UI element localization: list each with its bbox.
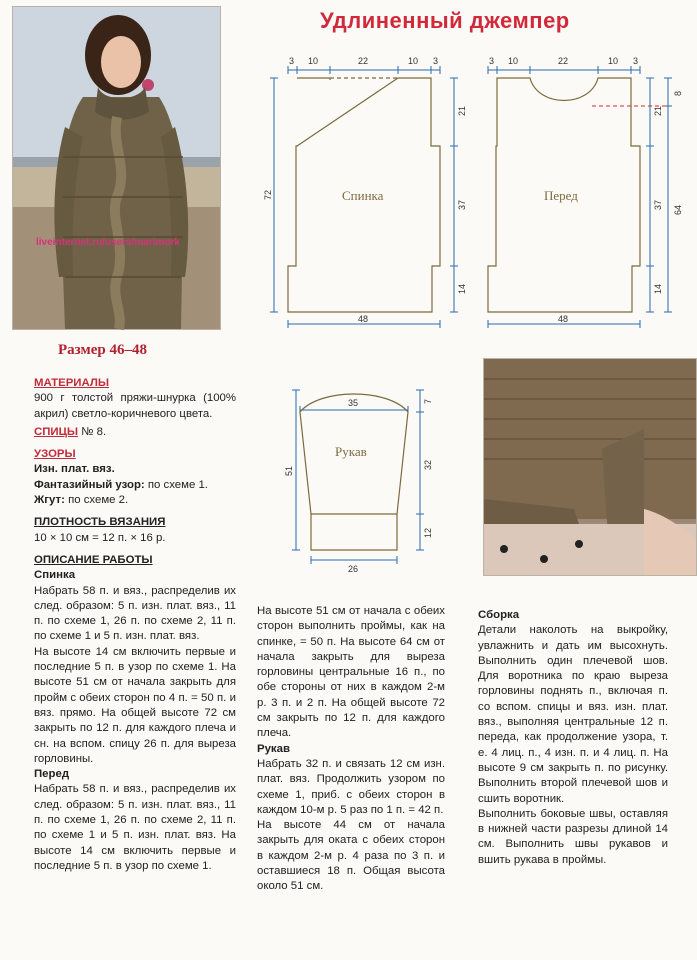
back-dim-top-4: 10 [408,56,419,66]
detail-photo [483,358,697,576]
front-paragraph-1: Набрать 58 п. и вяз., распределив их след. образом: 5 п. изн. плат. вяз., 11 п. по схеме 1, 26 п. по схеме 2, 11 п. по схеме 1 и 5 п. изн. плат. вяз. На высоте 14 см включить первые и последние 5 п. в узор по схеме 1. [34,783,236,872]
front-dim-bottom: 48 [558,314,569,324]
sleeve-dim-bottom: 26 [348,564,359,574]
front-dim-top-1: 3 [489,56,495,66]
needles-heading: СПИЦЫ [34,425,79,438]
description-heading: ОПИСАНИЕ РАБОТЫ [34,553,153,566]
front-dim-left-3: 14 [653,283,663,294]
page-title: Удлиненный джемпер [320,8,570,33]
back-heading: Спинка [34,569,76,582]
back-dim-top-5: 3 [433,56,439,66]
materials-text: 900 г толстой пряжи-шнурка (100% акрил) светло-коричневого цвета. [34,392,236,420]
front-paragraph-2: На высоте 51 см от начала с обеих сторон выполнить проймы, как на спинке, = 50 п. На высоте 64 см от начала закрыть для выреза горловины центральные 16 п., по обе стороны от них в каждом 2-м р. 3 п. и 2 п. На общей высоте 72 см закрыть по 12 п. для каждого плеча. [257,605,445,740]
sleeve-dim-top: 35 [348,398,359,408]
front-piece-name: Перед [544,188,578,203]
size-label: Размер 46–48 [58,342,147,358]
sleeve-piece-name: Рукав [335,444,367,459]
back-diagram [262,50,467,335]
pattern-3-name: Жгут: [34,494,65,507]
model-photo [12,6,221,330]
back-dim-right-1: 21 [457,105,467,116]
watermark: liveinternet.ru/users/marimork [36,237,180,248]
text-column-1 [34,376,236,874]
sleeve-dim-height: 51 [284,465,294,476]
sleeve-dim-right-3: 12 [423,527,433,538]
back-dim-top-2: 10 [308,56,319,66]
sleeve-heading: Рукав [257,742,290,755]
patterns-heading: УЗОРЫ [34,448,76,461]
front-dim-right-2: 64 [673,204,683,215]
pattern-2-value: по схеме 1. [147,478,208,491]
front-dim-left-2: 37 [653,199,663,210]
back-dim-height: 72 [263,189,273,200]
sleeve-paragraph-1: Набрать 32 п. и связать 12 см изн. плат. вяз. Продолжить узором по схеме 1, приб. с обеих сторон в каждом 10-м р. 5 раз по 1 п. = 42 п. [257,757,445,816]
assembly-heading: Сборка [478,609,520,621]
back-paragraph-2: На высоте 14 см включить первые и последние 5 п. в узор по схеме 1. На высоте 51 см от начала закрыть для пройм с обеих сторон по 4 п. = 50 п. и вяз. прямо. На общей высоте 72 см закрыть по 12 п. для каждого плеча и сн. на вспом. спицу 26 п. для выреза горловины. [34,645,236,765]
sleeve-dim-right-2: 32 [423,459,433,470]
pattern-3-value: по схеме 2. [68,494,129,507]
back-dim-top-3: 22 [358,56,369,66]
density-heading: ПЛОТНОСТЬ ВЯЗАНИЯ [34,516,166,529]
front-dim-right-1: 8 [673,90,683,96]
front-diagram [472,50,694,335]
back-dim-right-3: 14 [457,283,467,294]
back-dim-bottom: 48 [358,314,369,324]
sleeve-diagram [280,380,460,580]
front-dim-top-2: 10 [508,56,519,66]
sleeve-paragraph-2: На высоте 44 см от начала закрыть для оката с обеих сторон в каждом 2-м р. 4 раза по 3 п. и оставшиеся 18 п. Общая высота около 51 см. [257,819,445,893]
assembly-paragraph-1: Детали наколоть на выкройку, увлажнить и дать им высохнуть. Выполнить один плечевой шов. Для воротника по краю выреза горловины поднять п., включая п. со вспом. спицы и вяз. изн. плат. вяз., выполняя центральные 12 п. переда, как продолжение узора, т. е. 4 лиц. п., 4 изн. п. и 4 лиц. п. На высоте 9 см закрыть п. по рисунку. Выполнить второй плечевой шов и сшить воротник. [478,624,668,805]
materials-heading: МАТЕРИАЛЫ [34,377,109,389]
text-column-3 [478,608,668,868]
front-heading: Перед [34,768,70,781]
pattern-1-name: Изн. плат. вяз. [34,463,115,476]
sleeve-dim-right-1: 7 [423,398,433,404]
text-column-2 [257,604,445,895]
back-piece-name: Спинка [342,188,384,203]
density-text: 10 × 10 см = 12 п. × 16 р. [34,531,166,544]
needles-text: № 8. [81,425,107,438]
front-dim-top-5: 3 [633,56,639,66]
back-dim-top-1: 3 [289,56,295,66]
front-dim-left-1: 21 [653,105,663,116]
back-dim-right-2: 37 [457,199,467,210]
pattern-2-name: Фантазийный узор: [34,478,145,491]
assembly-paragraph-2: Выполнить боковые швы, оставляя в нижней части разрезы длиной 14 см. Выполнить швы рукавов и вшить рукава в проймы. [478,807,668,866]
back-paragraph-1: Набрать 58 п. и вяз., распределив их след. образом: 5 п. изн. плат. вяз., 11 п. по схеме 1, 26 п. по схеме 2, 11 п. по схеме 1 и 5 п. изн. плат. вяз. [34,584,236,643]
front-dim-top-3: 22 [558,56,569,66]
front-dim-top-4: 10 [608,56,619,66]
